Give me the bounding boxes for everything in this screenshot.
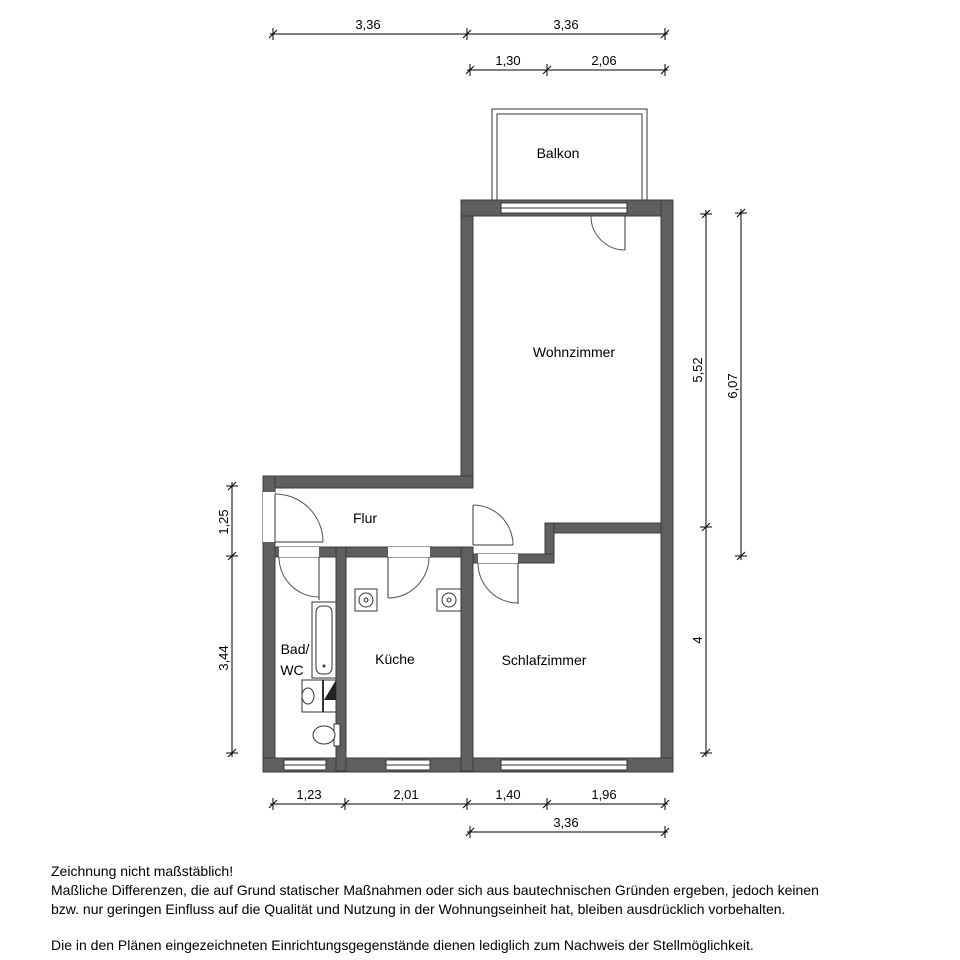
room-wohnzimmer: Wohnzimmer — [532, 344, 616, 360]
note-furniture: Die in den Plänen eingezeichneten Einrichtungsgegenstände dienen lediglich zum Nachweis der Stellmöglichkeit. — [51, 937, 754, 953]
door-entrance — [275, 494, 323, 542]
dim-right-outer: 6,07 — [725, 373, 740, 399]
dim-bottom-4: 1,96 — [591, 787, 617, 802]
dim-top-right: 3,36 — [553, 17, 579, 32]
window-bad — [284, 760, 326, 770]
dim-left-upper: 1,25 — [216, 509, 231, 535]
door-kueche — [388, 557, 429, 598]
dim-right-lower: 4 — [690, 636, 705, 644]
fixtures — [302, 589, 461, 746]
sink-icon-kueche — [355, 589, 377, 611]
door-balkon — [591, 216, 625, 250]
door-wohnzimmer — [473, 505, 513, 545]
dimension-right-outer — [725, 209, 747, 560]
window-balcony-door — [501, 203, 627, 213]
door-bad — [279, 557, 319, 600]
room-bad-line2: WC — [280, 662, 304, 678]
dim-bottom-3: 1,40 — [495, 787, 521, 802]
stove-icon-kueche — [437, 589, 461, 611]
dimension-bottom-sub — [269, 787, 669, 810]
dimension-top-sub — [466, 53, 669, 76]
dim-top-left: 3,36 — [355, 17, 381, 32]
dim-top-sub-2: 2,06 — [591, 53, 617, 68]
doors — [275, 216, 625, 604]
toilet-icon — [313, 724, 340, 746]
bathtub-icon — [312, 602, 336, 678]
dim-top-sub-1: 1,30 — [495, 53, 521, 68]
room-bad-line1: Bad/ — [280, 641, 310, 657]
room-kueche: Küche — [375, 651, 415, 667]
washbasin-icon — [302, 680, 336, 712]
dimension-right-inner — [690, 210, 712, 757]
window-schlafzimmer — [501, 760, 627, 770]
dimension-top-main — [269, 17, 669, 40]
dim-left-lower: 3,44 — [216, 645, 231, 671]
door-schlafzimmer — [478, 563, 518, 604]
dim-bottom-1: 1,23 — [296, 787, 322, 802]
note-disclaimer-line1: Maßliche Differenzen, die auf Grund statischer Maßnahmen oder sich aus bautechnischen Gründen ergeben, jedoch keinen — [51, 882, 819, 898]
dim-bottom-total: 3,36 — [553, 815, 579, 830]
room-balkon: Balkon — [536, 145, 580, 161]
note-not-to-scale: Zeichnung nicht maßstäblich! — [51, 863, 234, 879]
dimension-bottom-total — [466, 815, 669, 838]
note-disclaimer-line2: bzw. nur geringen Einfluss auf die Qualität und Nutzung in der Wohnungseinheit hat, bleiben ausdrücklich vorbehalten. — [51, 901, 786, 917]
dim-bottom-2: 2,01 — [393, 787, 419, 802]
dim-right-inner: 5,52 — [690, 357, 705, 383]
dimension-left — [216, 482, 238, 757]
window-kueche — [386, 760, 430, 770]
openings — [263, 492, 518, 563]
room-flur: Flur — [352, 510, 378, 526]
room-schlafzimmer: Schlafzimmer — [501, 652, 587, 668]
